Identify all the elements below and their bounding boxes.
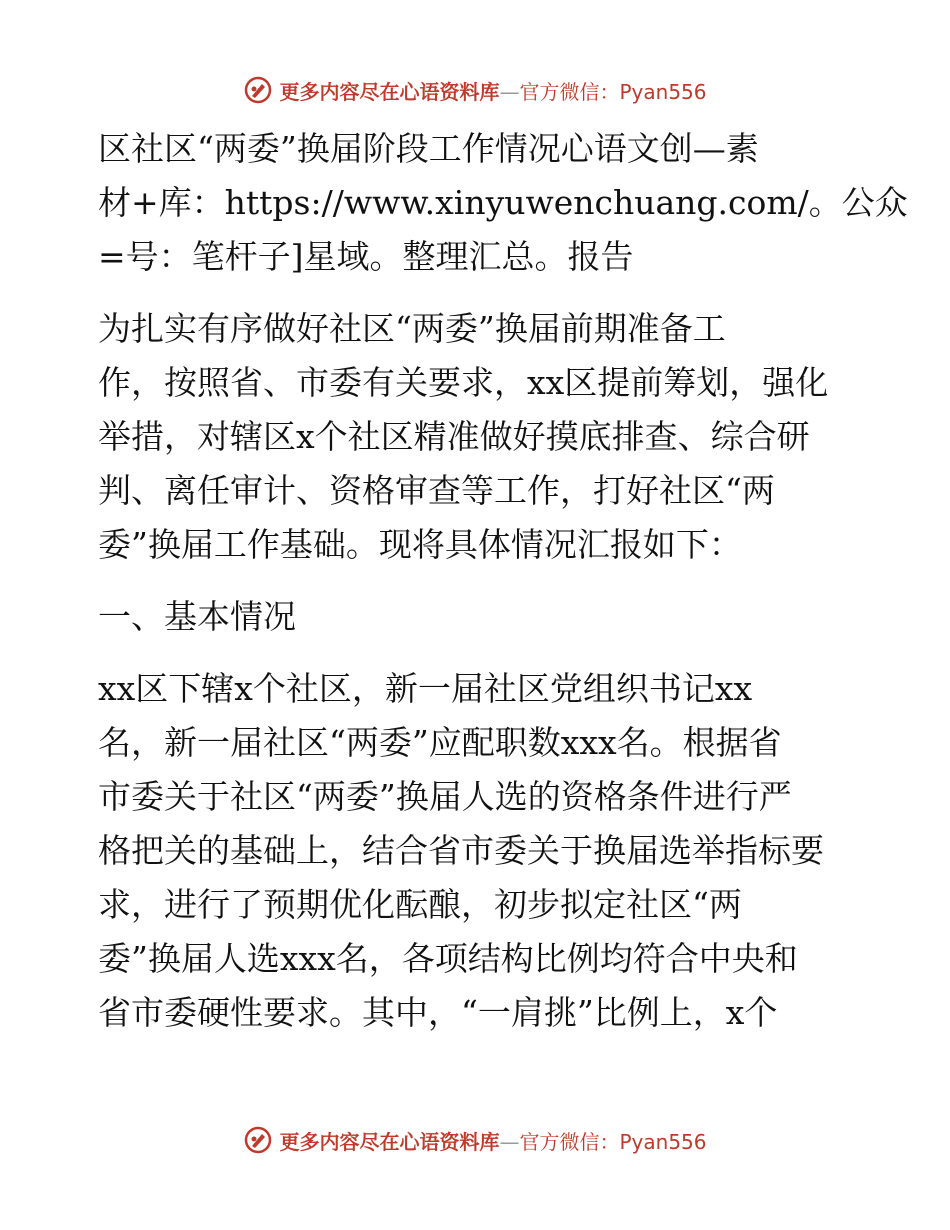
paragraph-intro	[98, 302, 858, 572]
text-line: xx区下辖x个社区，新一届社区党组织书记xx	[98, 669, 753, 708]
text-line: =号：笔杆子]星域。整理汇总。报告	[98, 237, 634, 276]
text-line: 格把关的基础上，结合省市委关于换届选举指标要	[98, 831, 824, 870]
banner-wechat-label: 官方微信：	[519, 1129, 620, 1154]
text-line: 求，进行了预期优化酝酿，初步拟定社区“两	[98, 885, 742, 924]
text-line: 判、离任审计、资格审查等工作，打好社区“两	[98, 471, 775, 510]
footer-watermark-banner	[0, 1120, 950, 1160]
paragraph-basic-situation	[98, 662, 858, 1040]
section-heading	[98, 590, 858, 644]
text-line: 举措，对辖区x个社区精准做好摸底排查、综合研	[98, 417, 810, 456]
text-line: 为扎实有序做好社区“两委”换届前期准备工	[98, 309, 726, 348]
pen-nib-logo-icon	[243, 1125, 273, 1155]
text-line: 委”换届人选xxx名，各项结构比例均符合中央和	[98, 939, 798, 978]
banner-dash: —	[499, 1129, 520, 1154]
banner-wechat-label: 官方微信：	[519, 79, 620, 104]
banner-text	[279, 76, 706, 105]
header-watermark-banner	[0, 70, 950, 110]
banner-wechat-id: Pyan556	[619, 79, 707, 104]
paragraph-title	[98, 122, 908, 284]
heading-line: 一、基本情况	[98, 597, 296, 636]
text-line: 作，按照省、市委有关要求，xx区提前筹划，强化	[98, 363, 829, 402]
pen-nib-logo-icon	[243, 75, 273, 105]
text-line: 省市委硬性要求。其中，“一肩挑”比例上，x个	[98, 993, 778, 1032]
banner-dash: —	[499, 79, 520, 104]
text-line: 委”换届工作基础。现将具体情况汇报如下：	[98, 525, 742, 564]
banner-main-text: 更多内容尽在心语资料库	[279, 1129, 500, 1154]
banner-wechat-id: Pyan556	[619, 1129, 707, 1154]
text-line: 区社区“两委”换届阶段工作情况心语文创—素	[98, 129, 759, 168]
text-line: 名，新一届社区“两委”应配职数xxx名。根据省	[98, 723, 782, 762]
document-body	[98, 122, 908, 1040]
banner-main-text: 更多内容尽在心语资料库	[279, 79, 500, 104]
text-line: 市委关于社区“两委”换届人选的资格条件进行严	[98, 777, 792, 816]
text-line: 材+库：https://www.xinyuwenchuang.com/。公众	[98, 183, 908, 222]
banner-text	[279, 1126, 706, 1155]
